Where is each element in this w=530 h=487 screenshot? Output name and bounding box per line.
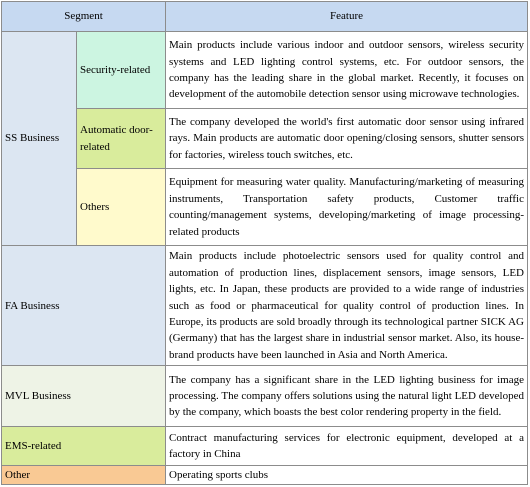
feature-other: Operating sports clubs xyxy=(166,466,528,485)
segment-ss-business: SS Business xyxy=(2,32,77,246)
segment-ems-related: EMS-related xyxy=(2,426,166,465)
subsegment-others: Others xyxy=(77,169,166,246)
subsegment-security: Security-related xyxy=(77,32,166,109)
table-row-other xyxy=(2,466,528,485)
table-row-ems xyxy=(2,426,528,465)
header-feature: Feature xyxy=(166,2,528,32)
table-row-mvl xyxy=(2,366,528,426)
segment-other: Other xyxy=(2,466,166,485)
subsegment-automatic-door: Automatic door-related xyxy=(77,109,166,169)
feature-ems: Contract manufacturing services for electronic equipment, developed at a factory in China xyxy=(166,426,528,465)
table-row-security xyxy=(2,32,528,109)
segment-mvl-business: MVL Business xyxy=(2,366,166,426)
segment-feature-table xyxy=(1,1,528,485)
table-row-fa xyxy=(2,246,528,366)
feature-mvl: The company has a significant share in the LED lighting business for image processing. The company offers solutions using the natural light LED developed by the company, which boasts the best color rendering property in the field. xyxy=(166,366,528,426)
table-row-others xyxy=(2,169,528,246)
header-row xyxy=(2,2,528,32)
segment-fa-business: FA Business xyxy=(2,246,166,366)
table-row-automatic-door xyxy=(2,109,528,169)
feature-others: Equipment for measuring water quality. Manufacturing/marketing of measuring instruments, Transportation safety products, Customer traffic counting/management systems, developing/marketing of image processing-related products xyxy=(166,169,528,246)
feature-fa: Main products include photoelectric sensors used for quality control and automation of production lines, displacement sensors, image sensors, LED lights, etc. In Japan, these products are provided to a wide range of industries such as food or pharmaceutical for quality control of production lines. In Europe, its products are sold broadly through its technological partner SICK AG (Germany) that has the largest share in industrial sensor market. Also, its house-brand products have been launched in Asia and North America. xyxy=(166,246,528,366)
feature-security: Main products include various indoor and outdoor sensors, wireless security systems and LED lighting control systems, etc. For outdoor sensors, the company has the leading share in the global market. Recently, it focuses on development of the automobile detection sensor using microwave technologies. xyxy=(166,32,528,109)
header-segment: Segment xyxy=(2,2,166,32)
feature-automatic-door: The company developed the world's first automatic door sensor using infrared rays. Main products are automatic door opening/closing sensors, shutter sensors for factories, wireless touch switches, etc. xyxy=(166,109,528,169)
